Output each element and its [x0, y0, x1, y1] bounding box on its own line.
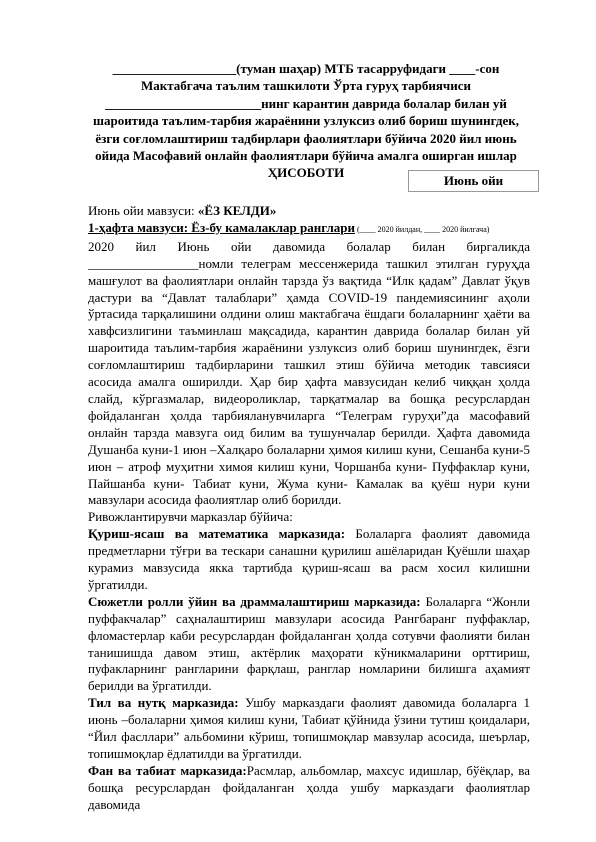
report-heading	[84, 60, 528, 182]
intro-paragraph: 2020 йил Июнь ойи давомида болалар билан биргаликда _________________номли телеграм мессенжерида ташкил этилган гуруҳда машғулот ва фаолиятлари онлайн тарзда ўз вақтида “Илк қадам” Давлат ўқув дастури ва “Давлат талаблари” ҳамда COVID-19 пандемиясининг аҳоли ўртасида тарқалишини олдини олиш мактабгача ёшдаги болаларнинг ҳаёти ва хавфсизлигини таъминлаш мақсадида, карантин даврида болалар билан уй шароитида таълим-тарбия жараёнини узлуксиз олиб бориш шунингдек, ёзги соғломлаштириш тадбирларини ташкил этиш бўйича методик тавсияси асосида амалга оширилди. Ҳар бир ҳафта мавзусидан келиб чиққан ҳолда слайд, кўргазмалар, видеороликлар, тарқатмалар ва бошқа ресурслардан фойдаланган ҳолда тарбияланувчиларга “Телеграм гуруҳи”да масофавий онлайн тарзда мавзуга оид билим ва тушунчалар берилди. Ҳафта давомида Душанба куни-1 июн –Халқаро болаларни ҳимоя килиш куни, Сешанба куни-5 июн – атроф муҳитни химоя килиш куни, Чоршанба куни- Пуффаклар куни, Пайшанба куни- Табиат куни, Жума куни- Камалак ва қуёш нури куни мавзулари асосида фаолиятлар олиб борилди.	[88, 238, 530, 508]
month-theme-name: «ЁЗ КЕЛДИ»	[197, 203, 277, 218]
center-title: Фан ва табиат марказида:	[88, 762, 247, 778]
center-paragraph	[88, 763, 530, 814]
center-text: Болаларга “Жонли пуффакчалар” саҳналаштириш мавзулари асосида Рангбаранг пуффаклар, фломастерлар каби ресурслардан фойдаланган ҳолда сотувчи фаолияти билан танишишда давом этиш, актёрлик маҳорати кўникмаларини орттириш, пуфакларнинг рангларини фарқлаш, ранглар номларини билишга аҳамият берилди ва ўргатилди.	[88, 593, 530, 694]
center-title: Қуриш-ясаш ва математика марказида:	[88, 526, 346, 542]
center-text: Расмлар, альбомлар, махсус идишлар, бўёқлар, ва бошқа ресурслардан фойдаланган ҳолда ушбу марказдаги фаолиятлар давомида	[88, 762, 531, 812]
heading-line-1: ___________________(туман шаҳар) МТБ тасарруфидаги ____-сон	[112, 61, 500, 76]
month-theme-prefix: Июнь ойи мавзуси:	[88, 203, 198, 218]
heading-line-3: ________________________нинг карантин даврида болалар билан уй	[105, 95, 507, 111]
heading-line-5: ёзги соғломлаштириш тадбирлари фаолиятлари бўйича 2020 йил июнь	[95, 130, 517, 146]
heading-line-6: ойида Масофавий онлайн фаолиятлари бўйича амалга оширган ишлар	[95, 148, 517, 164]
week-theme-label: 1-ҳафта мавзуси: Ёз-бу камалаклар ранглари	[88, 219, 355, 235]
heading-line-7: ҲИСОБОТИ	[267, 165, 345, 181]
centers-label: Ривожлантирувчи марказлар бўйича:	[88, 509, 293, 525]
week-theme-dates: (____ 2020 йилдан, ____ 2020 йилгача)	[354, 224, 490, 234]
center-paragraph	[88, 695, 530, 763]
heading-line-4: шароитида таълим-тарбия жараёнини узлуксиз олиб бориш шунингдек,	[92, 113, 520, 129]
center-text: Ушбу марказдаги фаолият давомида болаларга 1 июнь –болаларни ҳимоя килиш куни, Табиат қўйнида ўзини тутиш қоидалари, “Йил фасллари” альбомини кўриш, топишмоқлар мавзулар асосида, шеърлар, топишмоқлар ёдлатилди ва ўргатилди.	[88, 695, 530, 761]
report-body	[88, 203, 530, 814]
week-theme	[88, 220, 530, 239]
center-paragraph	[88, 526, 530, 594]
center-paragraph	[88, 594, 530, 695]
month-theme	[88, 203, 530, 220]
center-title: Тил ва нутқ марказида:	[88, 695, 239, 711]
center-title: Сюжетли ролли ўйин ва драммалаштириш марказида:	[88, 593, 421, 609]
center-text: Болаларга фаолият давомида предметларни тўғри ва тескари санашни қурилиш ашёларидан Қуёшли шаҳар курамиз мавзусида якка тартибда қуриш-ясаш ва расм хосил килишни ўргатилди.	[88, 526, 530, 592]
heading-line-2: Мактабгача таълим ташкилоти Ўрта гуруҳ тарбиячиси	[140, 78, 471, 94]
month-box: Июнь ойи	[408, 170, 539, 192]
